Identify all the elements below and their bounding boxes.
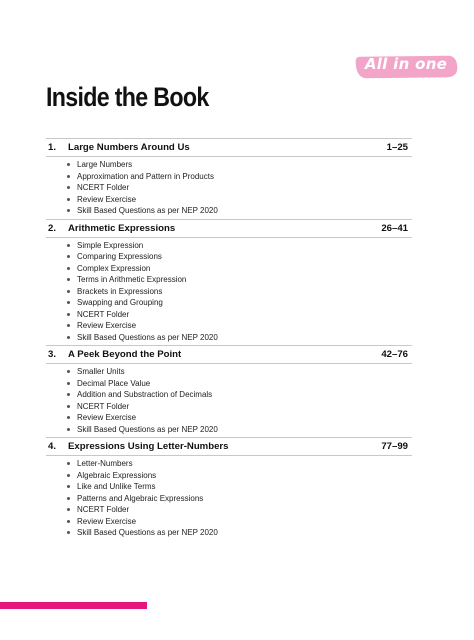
topic-item: NCERT Folder (66, 182, 412, 194)
chapter-page-range: 26–41 (381, 222, 408, 234)
logo-text: All in one (364, 55, 448, 73)
chapter-number: 1. (48, 142, 57, 153)
topic-item: Review Exercise (66, 516, 412, 528)
topic-item: Patterns and Algebraic Expressions (66, 493, 412, 505)
chapter-title: A Peek Beyond the Point (68, 349, 182, 360)
topic-item: Brackets in Expressions (66, 286, 412, 298)
chapter-title: Arithmetic Expressions (68, 222, 176, 234)
chapter-page-range: 77–99 (381, 441, 408, 452)
chapter-section (46, 219, 412, 346)
topic-list (46, 364, 412, 437)
chapter-number: 3. (48, 349, 57, 360)
topic-item: Review Exercise (66, 412, 412, 424)
topic-item: Simple Expression (66, 240, 412, 252)
topic-list (46, 157, 412, 219)
topic-item: Complex Expression (66, 263, 412, 275)
topic-list (46, 456, 412, 541)
topic-item: NCERT Folder (66, 401, 412, 413)
chapter-page-range: 42–76 (381, 349, 408, 360)
topic-item: Review Exercise (66, 194, 412, 206)
topic-list (46, 238, 412, 346)
topic-item: Skill Based Questions as per NEP 2020 (66, 205, 412, 217)
topic-item: Skill Based Questions as per NEP 2020 (66, 424, 412, 436)
topic-item: Letter-Numbers (66, 458, 412, 470)
topic-item: Swapping and Grouping (66, 297, 412, 309)
topic-item: Like and Unlike Terms (66, 481, 412, 493)
chapter-number: 2. (48, 222, 57, 234)
topic-item: Smaller Units (66, 366, 412, 378)
topic-item: Addition and Substraction of Decimals (66, 389, 412, 401)
chapter-number: 4. (48, 441, 57, 452)
topic-item: Comparing Expressions (66, 251, 412, 263)
topic-item: NCERT Folder (66, 504, 412, 516)
topic-item: Decimal Place Value (66, 378, 412, 390)
chapter-heading[interactable] (46, 437, 412, 456)
accent-bar (0, 602, 147, 609)
topic-item: Skill Based Questions as per NEP 2020 (66, 332, 412, 344)
topic-item: NCERT Folder (66, 309, 412, 321)
topic-item: Review Exercise (66, 320, 412, 332)
topic-item: Algebraic Expressions (66, 470, 412, 482)
chapter-heading[interactable] (46, 345, 412, 364)
chapter-heading[interactable] (46, 138, 412, 157)
chapter-title: Large Numbers Around Us (68, 142, 190, 153)
chapter-section (46, 437, 412, 541)
chapter-heading[interactable] (46, 219, 412, 238)
topic-item: Terms in Arithmetic Expression (66, 274, 412, 286)
page-title: Inside the Book (46, 82, 209, 112)
chapter-page-range: 1–25 (386, 142, 408, 153)
table-of-contents (46, 138, 412, 541)
chapter-section (46, 345, 412, 437)
topic-item: Skill Based Questions as per NEP 2020 (66, 527, 412, 539)
brand-logo (352, 52, 462, 82)
topic-item: Large Numbers (66, 159, 412, 171)
chapter-title: Expressions Using Letter-Numbers (68, 441, 229, 452)
topic-item: Approximation and Pattern in Products (66, 171, 412, 183)
chapter-section (46, 138, 412, 219)
